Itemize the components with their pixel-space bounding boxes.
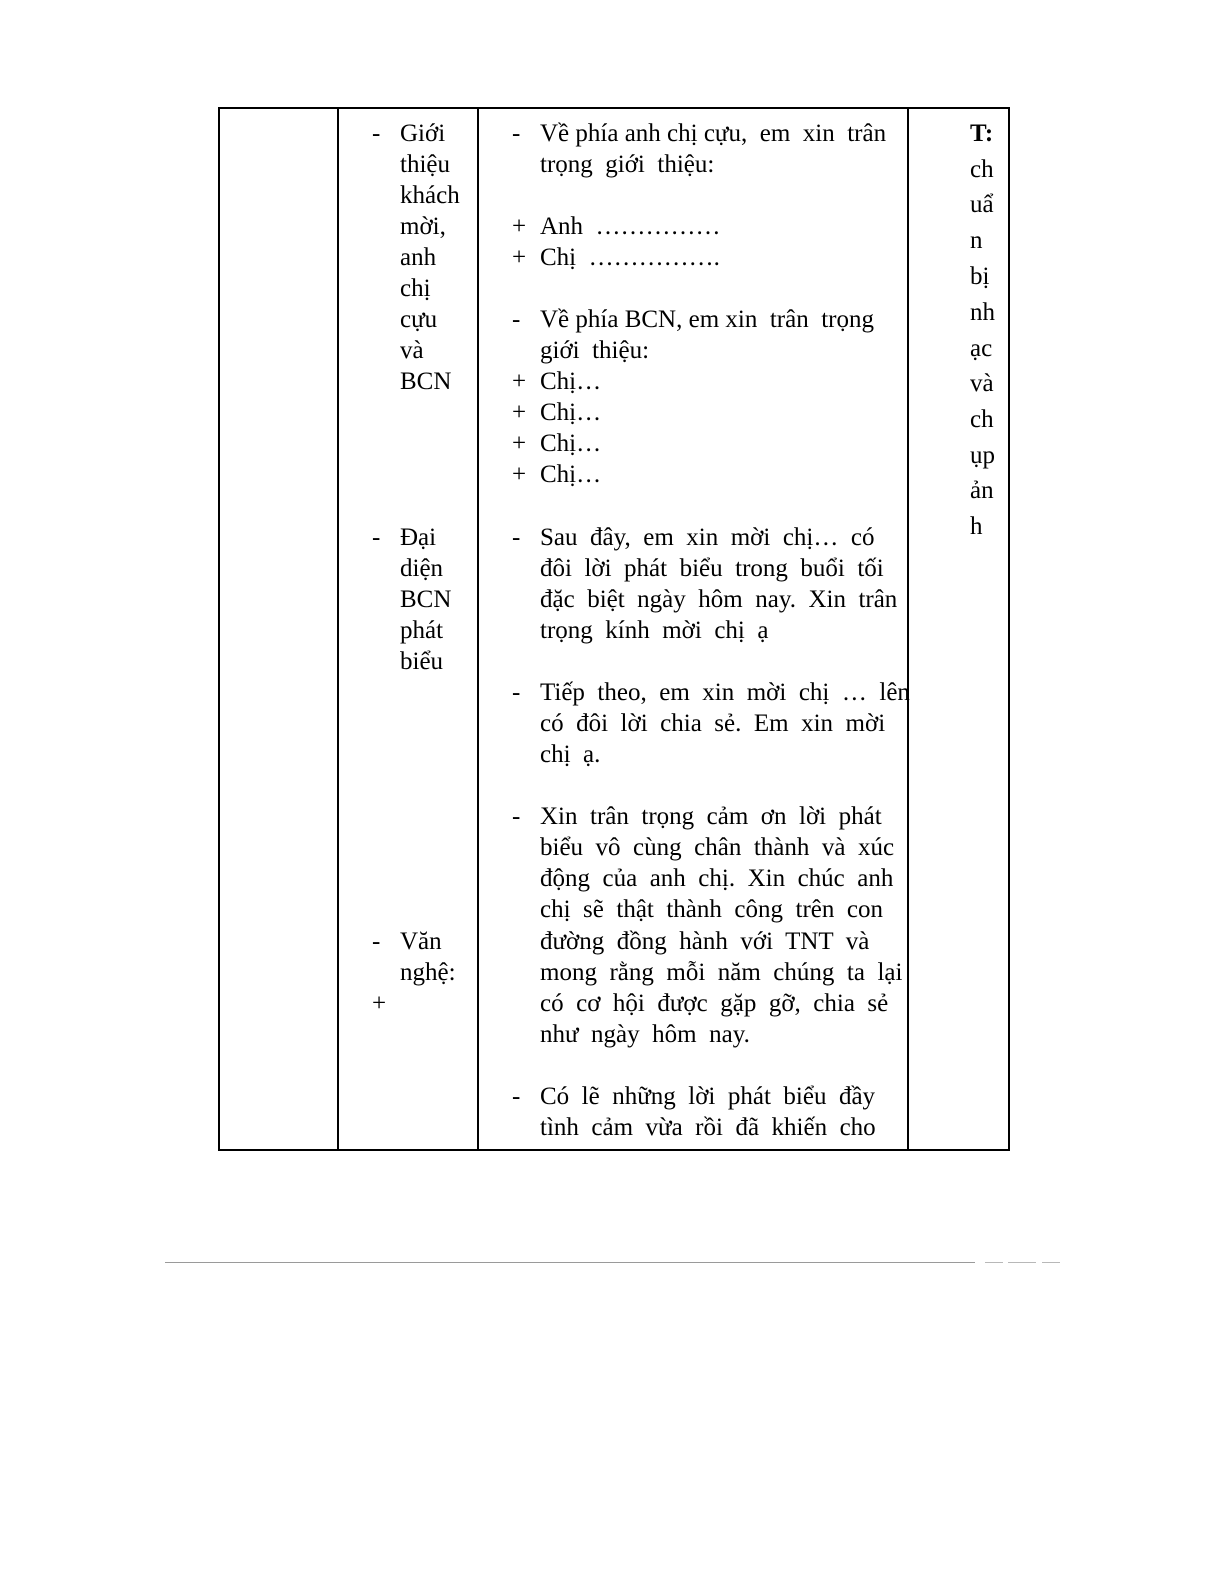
agenda-line: thiệu — [400, 151, 450, 178]
notes-label: T: — [970, 120, 994, 147]
notes-line: ch — [970, 406, 994, 433]
script-line: đường đồng hành với TNT và — [540, 928, 870, 955]
bullet-dash: - — [372, 928, 381, 955]
notes-line: và — [970, 370, 994, 397]
notes-line: nh — [970, 299, 995, 326]
bcn-name-placeholder: Chị… — [540, 368, 602, 395]
script-line: biểu vô cùng chân thành và xúc — [540, 834, 895, 861]
bullet-dash: - — [512, 524, 521, 551]
agenda-line: nghệ: — [400, 959, 456, 986]
notes-line: n — [970, 227, 983, 254]
bullet-plus: + — [512, 430, 527, 457]
script-line: như ngày hôm nay. — [540, 1021, 750, 1048]
bullet-plus: + — [512, 368, 527, 395]
script-line: chị ạ. — [540, 741, 601, 768]
script-line: tình cảm vừa rồi đã khiến cho — [540, 1114, 876, 1141]
bullet-plus: + — [512, 399, 527, 426]
table-left-border — [218, 107, 220, 1151]
bullet-dash: - — [512, 120, 521, 147]
script-line: trọng kính mời chị ạ — [540, 617, 769, 644]
bullet-dash: - — [512, 679, 521, 706]
guest-name-placeholder: Anh …………… — [540, 213, 721, 240]
script-line: có cơ hội được gặp gỡ, chia sẻ — [540, 990, 889, 1017]
bcn-name-placeholder: Chị… — [540, 430, 602, 457]
bullet-plus: + — [372, 990, 387, 1017]
bullet-dash: - — [372, 120, 381, 147]
agenda-line: anh — [400, 244, 437, 271]
script-line: động của anh chị. Xin chúc anh — [540, 865, 894, 892]
agenda-line: mời, — [400, 213, 446, 240]
agenda-line: Đại — [400, 524, 437, 551]
agenda-line: biểu — [400, 648, 444, 675]
bcn-name-placeholder: Chị… — [540, 399, 602, 426]
column-divider-1 — [337, 107, 339, 1151]
bullet-dash: - — [372, 524, 381, 551]
notes-line: ạc — [970, 335, 993, 362]
agenda-line: và — [400, 337, 424, 364]
agenda-line: cựu — [400, 306, 438, 333]
notes-line: bị — [970, 263, 990, 290]
bullet-plus: + — [512, 244, 527, 271]
script-line: trọng giới thiệu: — [540, 151, 715, 178]
bullet-plus: + — [512, 213, 527, 240]
agenda-line: chị — [400, 275, 431, 302]
notes-line: h — [970, 513, 983, 540]
script-line: có đôi lời chia sẻ. Em xin mời — [540, 710, 886, 737]
script-line: mong rằng mỗi năm chúng ta lại — [540, 959, 903, 986]
script-line: đặc biệt ngày hôm nay. Xin trân — [540, 586, 898, 613]
script-line: Về phía BCN, em xin trân trọng — [540, 306, 874, 333]
notes-line: uẩ — [970, 191, 994, 218]
agenda-line: BCN — [400, 368, 452, 395]
script-line: Về phía anh chị cựu, em xin trân — [540, 120, 887, 147]
agenda-line: BCN — [400, 586, 452, 613]
table-right-border — [1008, 107, 1010, 1151]
guest-name-placeholder: Chị ……………. — [540, 244, 720, 271]
script-line: đôi lời phát biểu trong buổi tối — [540, 555, 884, 582]
script-line: Xin trân trọng cảm ơn lời phát — [540, 803, 882, 830]
notes-line: ụp — [970, 442, 995, 469]
agenda-line: Giới — [400, 120, 446, 147]
script-line: Có lẽ những lời phát biểu đầy — [540, 1083, 876, 1110]
page-separator-dash — [985, 1262, 1003, 1263]
script-line: Sau đây, em xin mời chị… có — [540, 524, 875, 551]
bullet-dash: - — [512, 803, 521, 830]
script-line: chị sẽ thật thành công trên con — [540, 896, 883, 923]
bullet-dash: - — [512, 1083, 521, 1110]
page-separator-dash — [1042, 1262, 1060, 1263]
agenda-line: phát — [400, 617, 444, 644]
column-divider-2 — [477, 107, 479, 1151]
bullet-dash: - — [512, 306, 521, 333]
column-divider-3 — [907, 107, 909, 1151]
agenda-line: khách — [400, 182, 460, 209]
bullet-plus: + — [512, 461, 527, 488]
script-line: giới thiệu: — [540, 337, 650, 364]
bcn-name-placeholder: Chị… — [540, 461, 602, 488]
script-line: Tiếp theo, em xin mời chị … lên — [540, 679, 910, 706]
notes-line: ản — [970, 477, 994, 504]
page-separator-dash — [1008, 1262, 1036, 1263]
page-separator — [165, 1262, 975, 1263]
agenda-line: Văn — [400, 928, 442, 955]
notes-line: ch — [970, 156, 994, 183]
agenda-line: diện — [400, 555, 444, 582]
